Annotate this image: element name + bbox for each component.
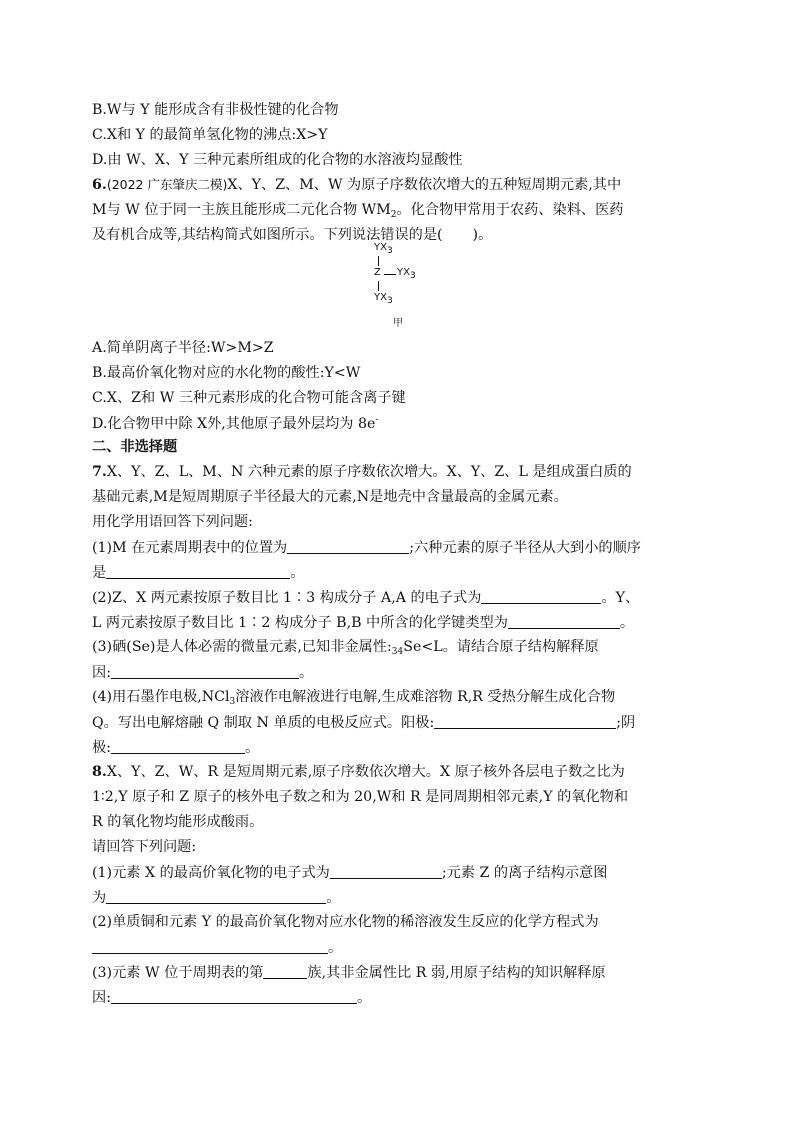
q6-stem-2b: 。化合物甲常用于农药、染料、医药 — [396, 202, 624, 218]
q7-number: 7. — [92, 464, 107, 480]
q6-stem-2-sub: 2 — [390, 210, 397, 220]
q6-stem-3b: )。 — [472, 227, 493, 243]
q8-part-1-cont: 为 。 — [92, 890, 341, 906]
q6-stem-3a: 及有机合成等,其结构简式如图所示。下列说法错误的是( — [92, 227, 443, 243]
answer-blank[interactable] — [508, 615, 620, 629]
answer-blank[interactable] — [330, 865, 442, 879]
q8-part-2-cont: 。 — [92, 940, 342, 955]
q7-part-4-cont2: 极: 。 — [92, 740, 260, 756]
answer-blank[interactable] — [111, 665, 299, 679]
q6-option-c: C.X、Z和 W 三种元素形成的化合物可能含离子键 — [92, 390, 406, 406]
q8-stem-line-2: 1∶2,Y 原子和 Z 原子的核外电子数之和为 20,W和 R 是同周期相邻元素,Y 的氧化物和 — [92, 789, 629, 805]
answer-blank[interactable] — [106, 890, 326, 904]
q5-option-b: B.W与 Y 能形成含有非极性键的化合物 — [92, 102, 339, 118]
q7-part-1: (1)M 在元素周期表中的位置为 ;六种元素的原子半径从大到小的顺序 — [92, 540, 641, 556]
q7-stem-line-3: 用化学用语回答下列问题: — [92, 514, 253, 530]
q7-stem-line-1: 7.X、Y、Z、L、M、N 六种元素的原子序数依次增大。X、Y、Z、L 是组成蛋白质的 — [92, 464, 632, 480]
q6-stem-line-2 — [92, 203, 624, 220]
structure-bottom-group: $YX_3$ — [374, 292, 393, 306]
q6-stem-line-1 — [92, 178, 621, 192]
q5-option-d: D.由 W、X、Y 三种元素所组成的化合物的水溶液均显酸性 — [92, 152, 463, 168]
q7-part-1-cont: 是 。 — [92, 565, 305, 581]
q5-option-c: C.X和 Y 的最简单氢化物的沸点:X>Y — [92, 127, 328, 143]
q8-stem-line-1: 8.X、Y、Z、W、R 是短周期元素,原子序数依次增大。X 原子核外各层电子数之比为 — [92, 764, 625, 780]
q6-source: (2022 广东肇庆二模) — [106, 177, 228, 192]
q8-part-1: (1)元素 X 的最高价氧化物的电子式为 ;元素 Z 的离子结构示意图 — [92, 865, 608, 881]
q6-stem-2a: M与 W 位于同一主族且能形成二元化合物 WM — [92, 202, 391, 218]
q8-stem-line-4: 请回答下列问题: — [92, 839, 197, 855]
q7-part-4-cont: Q。写出电解熔融 Q 制取 N 单质的电极反应式。阳极: ;阴 — [92, 715, 636, 731]
q6-stem-1: X、Y、Z、M、W 为原子序数依次增大的五种短周期元素,其中 — [227, 177, 622, 193]
answer-blank[interactable] — [434, 715, 616, 729]
q7-part-3: (3)硒(Se)是人体必需的微量元素,已知非金属性$:_{34}Se<L$。请结合原子结构解释原 — [92, 639, 599, 657]
section-title: 二、非选择题 — [92, 439, 178, 455]
answer-blank[interactable] — [263, 965, 307, 979]
q8-part-2: (2)单质铜和元素 Y 的最高价氧化物对应水化物的稀溶液发生反应的化学方程式为 — [92, 914, 599, 930]
q8-part-3: (3)元素 W 位于周期表的第 族,其非金属性比 R 弱,用原子结构的知识解释原 — [92, 965, 606, 981]
q6-stem-line-3 — [92, 228, 492, 242]
q7-part-2-cont: L 两元素按原子数目比 1∶2 构成分子 B,B 中所含的化学键类型为 。 — [92, 615, 635, 631]
q8-number: 8. — [92, 764, 107, 780]
structure-center-atom: Z — [374, 267, 381, 278]
answer-blank[interactable] — [481, 590, 601, 604]
bond-top — [378, 256, 379, 266]
answer-blank[interactable] — [287, 540, 409, 554]
q7-stem-line-2: 基础元素,M是短周期原子半径最大的元素,N是地壳中含量最高的金属元素。 — [92, 489, 568, 505]
answer-blank[interactable] — [106, 565, 290, 579]
q6-option-d: D.化合物甲中除 X外,其他原子最外层均为 8e- — [92, 415, 379, 432]
q7-part-3-cont: 因: 。 — [92, 665, 314, 681]
answer-blank[interactable] — [92, 940, 328, 954]
structure-diagram — [372, 243, 452, 313]
q8-stem-line-3: R 的氧化物均能形成酸雨。 — [92, 814, 264, 830]
answer-blank[interactable] — [111, 740, 245, 754]
bond-bottom — [378, 281, 379, 291]
structure-top-group: $YX_3$ — [374, 242, 393, 256]
q7-part-2: (2)Z、X 两元素按原子数目比 1∶3 构成分子 A,A 的电子式为 。Y、 — [92, 590, 640, 606]
q6-number: 6. — [92, 177, 107, 193]
bond-right — [384, 274, 396, 275]
q7-part-4: (4)用石墨作电极,NCl$_3$溶液作电解液进行电解,生成难溶物 R,R 受热分解生成化合物 — [92, 689, 616, 707]
q8-part-3-cont: 因: 。 — [92, 990, 372, 1006]
structure-right-group: $YX_3$ — [397, 267, 416, 281]
answer-blank[interactable] — [111, 990, 357, 1004]
q6-option-a: A.简单阴离子半径:W>M>Z — [92, 340, 274, 356]
q6-option-b: B.最高价氧化物对应的水化物的酸性:Y<W — [92, 365, 361, 381]
structure-caption: 甲 — [393, 318, 403, 329]
